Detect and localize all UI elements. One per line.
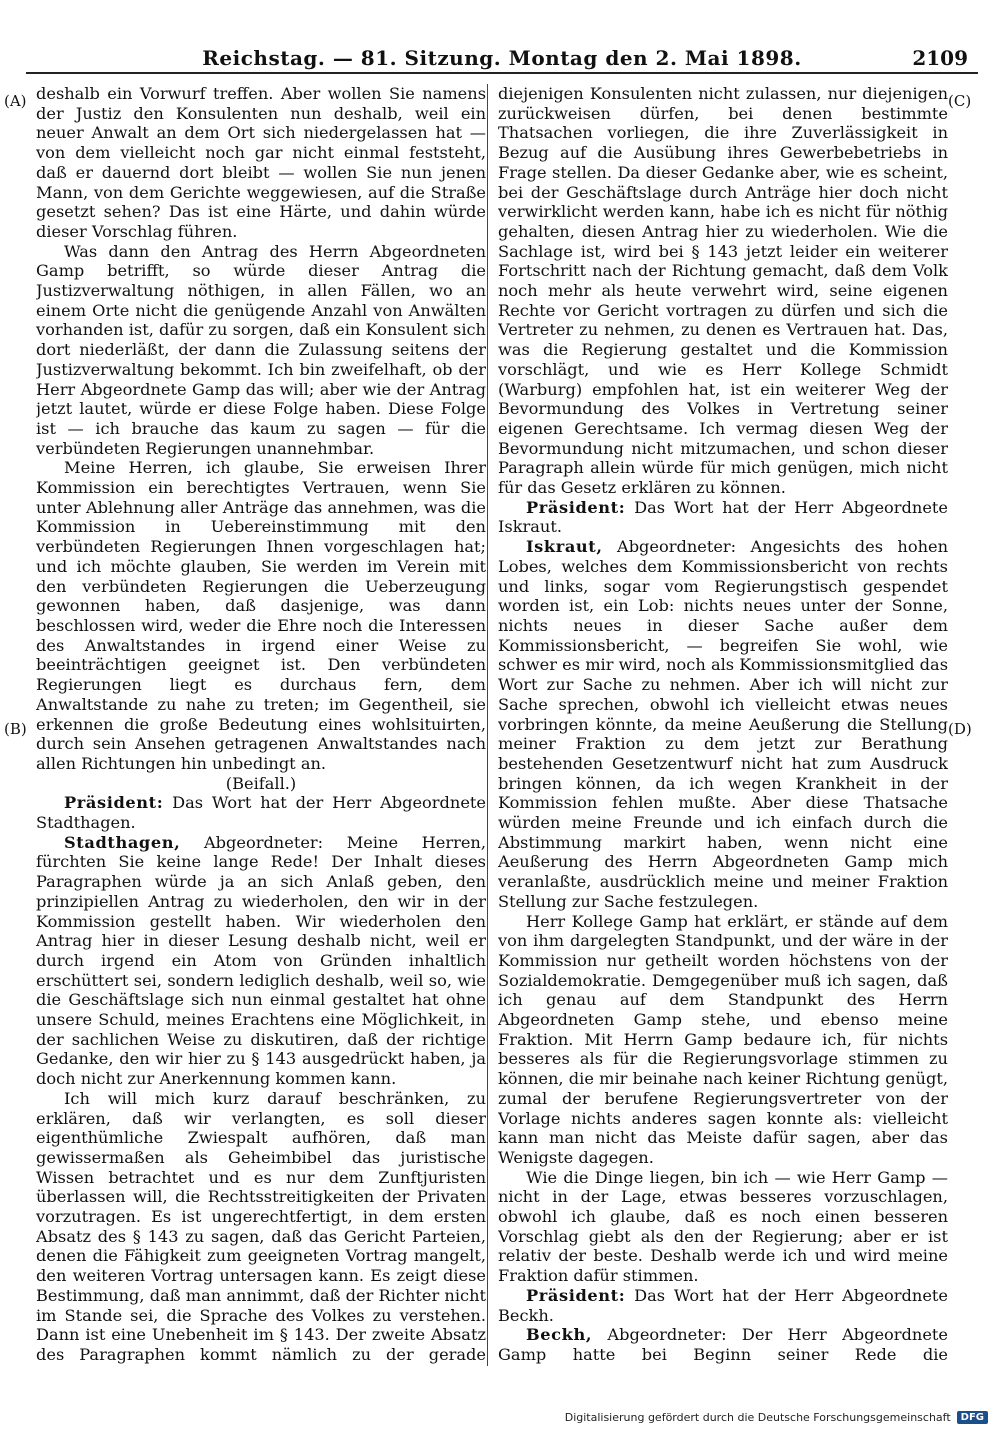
speech-text: Abgeordneter: Der Herr Abgeordnete Gamp hatte bei Beginn seiner Rede die: [498, 1325, 948, 1364]
margin-marker-d: (D): [948, 720, 972, 738]
speaker-name: Präsident:: [526, 497, 626, 517]
dfg-logo-icon: DFG: [957, 1411, 988, 1424]
statement-text: Das Wort hat der Herr Abgeordnete Beckh.: [498, 1285, 948, 1325]
digitization-footer: [565, 1411, 988, 1424]
margin-marker-b: (B): [4, 720, 27, 738]
speaker-name: Iskraut,: [526, 537, 603, 557]
paragraph: Was dann den Antrag des Herrn Abgeordneten Gamp betrifft, so würde dieser Antrag die Justizverwaltung nöthigen, in allen Fällen, wo an einem Orte nicht die genügende Anzahl von Anwälten vorhanden ist, dafür zu sorgen, daß ein Konsulent sich dort niederläßt, der dann die Zulassung seitens der Justizverwaltung bekommt. Ich bin zweifelhaft, ob der Herr Abgeordnete Gamp das will; aber wie der Antrag jetzt lautet, würde er diese Folge haben. Diese Folge ist — ich brauche das kaum zu sagen — für die verbündeten Regierungen unannehmbar.: [36, 241, 486, 458]
speech-iskraut: [498, 537, 948, 911]
statement-text: Das Wort hat der Herr Abgeordnete Iskraut.: [498, 497, 948, 537]
paragraph: Ich will mich kurz darauf beschränken, zu erklären, daß wir verlangten, es soll dieser eigenthümliche Zwiespalt aufhören, daß man gewissermaßen als Geheimbibel das juristische Wissen betrachtet und es nur dem Zunftjuristen überlassen will, die Rechtsstreitigkeiten der Privaten vorzutragen. Es ist ungerechtfertigt, in dem ersten Absatz des § 143 zu sagen, daß das Gericht Parteien, denen die Fähigkeit zum geeigneten Vortrag mangelt, den weiteren Vortrag untersagen kann. Es zeigt diese Bestimmung, daß man annimmt, daß der Richter nicht im Stande sei, die Sprache des Volkes zu verstehen. Dann ist eine Unebenheit im § 143. Der zweite Absatz des Paragraphen kommt nämlich zu der gerade: [36, 1088, 486, 1364]
paragraph: Herr Kollege Gamp hat erklärt, er stände auf dem von ihm dargelegten Standpunkt, und der wäre in der Kommission nur getheilt worden höchstens von der Sozialdemokratie. Demgegenüber muß ich sagen, daß ich genau auf dem Standpunkt des Herrn Abgeordneten Gamp stehe, und ebenso meine Fraktion. Mit Herrn Gamp bedaure ich, für nichts besseres als für die Regierungsvorlage stimmen zu können, die mir beinahe nach keiner Richtung genügt, zumal der berufene Regierungsvertreter von der Vorlage nichts anderes sagen konnte als: vielleicht kann man nicht das Meiste dafür sagen, aber das Wenigste dagegen.: [498, 911, 948, 1167]
applause-note: (Beifall.): [225, 773, 297, 793]
speech-stadthagen: [36, 833, 486, 1089]
margin-marker-a: (A): [4, 92, 27, 110]
page-number: 2109: [912, 46, 968, 70]
footer-credit: Digitalisierung gefördert durch die Deutsche Forschungsgemeinschaft: [564, 1411, 951, 1424]
column-divider: [487, 84, 488, 1366]
speaker-name: Präsident:: [526, 1285, 626, 1305]
right-column: [498, 84, 948, 1366]
speech-beckh: [498, 1325, 948, 1366]
president-statement: [498, 1286, 948, 1325]
running-title: Reichstag. — 81. Sitzung. Montag den 2. Mai 1898.: [202, 46, 802, 70]
header-rule: [26, 72, 978, 74]
president-statement: [36, 793, 486, 832]
paragraph: deshalb ein Vorwurf treffen. Aber wollen Sie namens der Justiz den Konsulenten nun deshalb, weil ein neuer Anwalt an dem Ort sich niedergelassen hat — von dem vielleicht noch gar nicht einmal feststeht, daß er dauernd dort bleibt — wollen Sie nun jenen Mann, von dem Gerichte weggewiesen, auf die Straße gesetzt sehen? Das ist eine Härte, und dahin würde dieser Vorschlag führen.: [36, 84, 486, 241]
speech-text: Abgeordneter: Angesichts des hohen Lobes, welches dem Kommissionsbericht von rechts und links, sogar vom Regierungstisch gespendet worden ist, ein Lob: nichts neues unter der Sonne, nichts neues in dieser Sache außer dem Kommissionsbericht, — begreifen Sie wohl, wie schwer es mir wird, noch als Kommissionsmitglied das Wort zur Sache zu nehmen. Aber ich will nicht zur Sache sprechen, obwohl ich vielleicht etwas neues vorbringen könnte, da meine Aeußerung die Stellung meiner Fraktion zu dem jetzt zur Berathung bestehenden Gesetzentwurf nicht hat zum Ausdruck bringen können, da ich wegen Krankheit in der Kommission fehlen mußte. Aber diese Thatsache würden meine Freunde und ich einfach durch die Abstimmung markirt haben, wenn nicht eine Aeußerung des Herrn Abgeordneten Gamp mich veranlaßte, ausdrücklich meine und meiner Fraktion Stellung zur Sache festzulegen.: [498, 537, 948, 911]
statement-text: Das Wort hat der Herr Abgeordnete Stadthagen.: [36, 793, 486, 833]
page-header: [26, 44, 978, 74]
speaker-name: Beckh,: [526, 1325, 593, 1345]
paragraph: Wie die Dinge liegen, bin ich — wie Herr Gamp — nicht in der Lage, etwas besseres vorzuschlagen, obwohl ich glaube, daß es noch einen besseren Vorschlag giebt als den der Regierung; aber er ist relativ der beste. Deshalb werde ich und wird meine Fraktion dafür stimmen.: [498, 1167, 948, 1286]
speaker-name: Stadthagen,: [64, 832, 181, 852]
paragraph: diejenigen Konsulenten nicht zulassen, nur diejenigen zurückweisen dürfen, bei denen bestimmte Thatsachen vorliegen, die ihre Zuverlässigkeit in Bezug auf die Ausübung ihres Gewerbebetriebs in Frage stellen. Da dieser Gedanke aber, wie es scheint, bei der Geschäftslage durch Anträge hier doch nicht verwirklicht werden kann, habe ich es nicht für nöthig gehalten, diesen Antrag hier zu wiederholen. Wie die Sachlage ist, wird bei § 143 jetzt leider ein weiterer Fortschritt nach der Richtung gemacht, daß dem Volk noch mehr als heute verwehrt wird, seine eigenen Rechte vor Gericht vortragen zu dürfen und sich die Vertreter zu nehmen, zu denen es Vertrauen hat. Das, was die Regierung gestaltet und die Kommission vorschlägt, und wie es Herr Kollege Schmidt (Warburg) empfohlen hat, ist ein weiterer Weg der Bevormundung des Volkes in Vertretung seiner eigenen Gerechtsame. Ich vermag diesen Weg der Bevormundung nicht mitzumachen, und schon dieser Paragraph allein würde für mich genügen, mich nicht für das Gesetz erklären zu können.: [498, 84, 948, 498]
left-column: [36, 84, 486, 1366]
president-statement: [498, 498, 948, 537]
margin-marker-c: (C): [948, 92, 972, 110]
speech-text: Abgeordneter: Meine Herren, fürchten Sie keine lange Rede! Der Inhalt dieses Paragraphen würde ja an sich Anlaß geben, den prinzipiellen Antrag zu wiederholen, den wir in der Kommission gestellt haben. Wir wiederholen den Antrag hier in dieser Lesung deshalb nicht, weil er durch irgend ein Atom von Gründen inhaltlich erschüttert sei, sondern lediglich deshalb, weil so, wie die Geschäftslage sich nun einmal gestaltet hat ohne unsere Schuld, meines Erachtens eine Möglichkeit, in der sachlichen Weise zu diskutiren, daß der richtige Gedanke, den wir hier zu § 143 ausgedrückt haben, ja doch nicht zur Anerkennung kommen kann.: [36, 832, 486, 1089]
paragraph: Meine Herren, ich glaube, Sie erweisen Ihrer Kommission ein berechtigtes Vertrauen, wenn Sie unter Ablehnung aller Anträge das annehmen, was die Kommission in Uebereinstimmung mit den verbündeten Regierungen Ihnen vorgeschlagen hat; und ich möchte glauben, Sie werden im Verein mit den verbündeten Regierungen die Ueberzeugung gewonnen haben, daß dasjenige, was dann beschlossen wird, weder die Ehre noch die Interessen des Anwaltstandes in irgend einer Weise zu beeinträchtigen geeignet ist. Den verbündeten Regierungen liegt es durchaus fern, dem Anwaltstande zu nahe zu treten; im Gegentheil, sie erkennen die große Bedeutung eines wohlsituirten, durch sein Ansehen getragenen Anwaltstandes nach allen Richtungen hin unbedingt an.: [36, 458, 486, 773]
speaker-name: Präsident:: [64, 793, 164, 813]
